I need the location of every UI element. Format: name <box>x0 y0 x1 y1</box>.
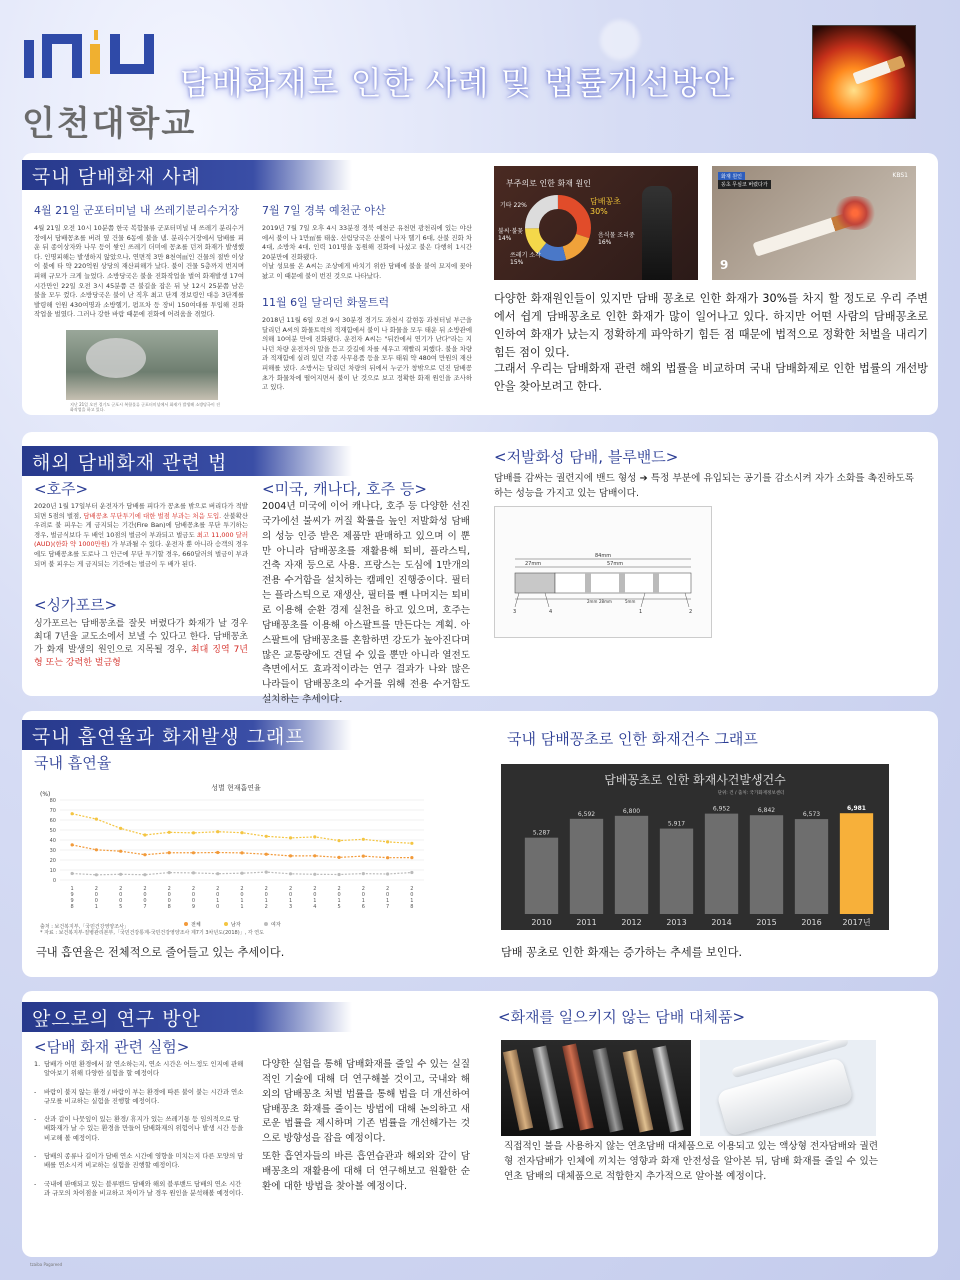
news-screenshot-fire-causes <box>494 166 698 280</box>
x-tick-label: 2 0 0 7 <box>143 886 147 910</box>
data-point <box>71 812 74 815</box>
bar-value-label: 6,842 <box>757 807 776 815</box>
burning-cigarette-photo <box>812 25 916 119</box>
bar <box>525 838 558 914</box>
x-tick-label: 2 0 1 6 <box>361 886 365 910</box>
case1-heading: 4월 21일 군포터미널 내 쓰레기분리수거장 <box>34 204 239 217</box>
bar <box>840 813 873 914</box>
x-tick-label: 2016 <box>801 918 822 927</box>
low-ignition-body: 담배를 감싸는 궐련지에 밴드 형성 ➔ 특정 부분에 유입되는 공기를 감소시켜 자가 소화를 촉진하도록 하는 성능을 가지고 있는 담배이다. <box>494 473 914 499</box>
data-point <box>362 838 365 841</box>
x-tick-label: 2011 <box>576 918 597 927</box>
bar <box>750 815 783 914</box>
series-line <box>72 814 412 844</box>
x-tick-label: 2 0 1 0 <box>216 886 220 910</box>
data-point <box>216 830 219 833</box>
bar <box>705 814 738 914</box>
x-tick-label: 1 9 9 8 <box>70 886 74 910</box>
case2-heading: 7월 7일 경북 예천군 야산 <box>262 204 386 217</box>
data-point <box>216 851 219 854</box>
x-tick-label: 2014 <box>711 918 732 927</box>
data-point <box>337 873 340 876</box>
summary-text: 다양한 화재원인들이 있지만 담배 꽁초로 인한 화재가 30%를 차지 할 정도로 우리 주변에서 쉽게 담배꽁초로 인한 화재가 많이 일어나고 있다. 하지만 어떤 사람의 담배꽁초로 인하여 화재가 났는지 정확하게 파악하기 힘든 점 때문에 법적으로 정확한 처벌을 내리기 힘든 점이 있다. <box>494 292 928 359</box>
au-text: 가 부과될 수 있다. 운전자 뿐 아니라 승객의 경우에도 담배꽁초를 도로나 그 인근에 무단 투기할 경우, 660달러의 벌금이 부과되며 불 피우는 게 금지되는 기간에는 벌금이 두 배가 된다. <box>34 540 249 568</box>
university-name: 인천대학교 <box>22 104 197 144</box>
line-chart-svg <box>36 776 436 936</box>
data-point <box>240 872 243 875</box>
data-point <box>337 856 340 859</box>
smoking-caption: 극내 흡연율은 전체적으로 줄어들고 있는 추세이다. <box>36 946 285 959</box>
y-axis-label: (%) <box>40 791 51 798</box>
header <box>0 0 960 150</box>
smoking-rate-chart <box>36 776 436 936</box>
section-title: 해외 담배화재 관련 법 <box>22 446 352 476</box>
data-point <box>265 871 268 874</box>
data-point <box>289 854 292 857</box>
y-tick-label: 40 <box>49 838 56 844</box>
pie-label: 담배꽁초 30% <box>590 197 621 216</box>
data-point <box>192 871 195 874</box>
data-point <box>410 871 413 874</box>
data-point <box>362 855 365 858</box>
e-cigarette-photo <box>501 1040 691 1136</box>
list-item: 1. 담배가 어떤 환경에서 잘 연소하는지, 연소 시간은 어느정도 인지에 관해 알아보기 위해 다양한 실험을 할 예정이다 <box>34 1060 244 1079</box>
singapore-heading: <싱가포르> <box>34 596 118 614</box>
chart-title: 담배꽁초로 인한 화재사건발생건수 <box>604 773 786 787</box>
case2-body2: 이날 성묘를 온 A씨는 조상에게 바치기 위한 담배에 불을 붙여 묘지에 꽂아 놨고 이 때문에 불이 번진 것으로 나타났다. <box>262 262 472 280</box>
part-number: 2 <box>689 609 693 615</box>
section-title: 국내 흡연율과 화재발생 그래프 <box>22 720 352 750</box>
data-point <box>313 835 316 838</box>
x-tick-label: 2010 <box>531 918 552 927</box>
x-tick-label: 2012 <box>621 918 642 927</box>
pie-label: 음식물 조리중 16% <box>598 232 635 246</box>
y-tick-label: 30 <box>49 848 56 854</box>
data-point <box>386 840 389 843</box>
fire-caption: 담배 꽁초로 인한 화재는 증가하는 추세를 보인다. <box>501 946 743 959</box>
bar-chart-svg <box>501 764 889 930</box>
x-tick-label: 2 0 1 4 <box>313 886 317 910</box>
bar <box>570 819 603 914</box>
data-point <box>119 873 122 876</box>
data-point <box>289 872 292 875</box>
experiment-heading: <담배 화재 관련 실험> <box>34 1038 190 1056</box>
part-number: 1 <box>639 609 643 615</box>
data-point <box>192 831 195 834</box>
data-point <box>386 872 389 875</box>
news-tag: 화재 원인 <box>718 172 745 181</box>
x-tick-label: 2 0 1 2 <box>264 886 268 910</box>
section-title: 국내 담배화재 사례 <box>22 160 352 190</box>
fire-count-chart <box>501 764 889 930</box>
data-point <box>265 835 268 838</box>
bar-value-label: 5,917 <box>667 820 686 828</box>
alternative-body: 직접적인 불을 사용하지 않는 연초담배 대체품으로 이용되고 있는 액상형 전자담배와 궐련형 전자담배가 인체에 끼치는 영향과 화재 안전성을 알아본 뒤, 담배 화재를 줄일 수 있는 연초 담배의 대체품으로 적합한지 추가적으로 알아볼 예정이다. <box>504 1141 878 1182</box>
station-logo: KBS1 <box>892 172 908 179</box>
au-text-highlight: 최고 11,000 달러(AUD)(한화 약 1000만원) <box>34 530 248 549</box>
data-point <box>95 873 98 876</box>
dim-label: 84mm <box>595 553 612 559</box>
pie-label: 불씨·불꽃 14% <box>498 228 524 242</box>
photo-caption: 지난 21일 오전 경기도 군포시 복합물류 군포터미널에서 화재가 발생해 소방당국이 진화작업을 하고 있다. <box>70 402 220 413</box>
x-tick-label: 2 0 1 5 <box>337 886 341 910</box>
y-tick-label: 70 <box>49 808 56 814</box>
dim-label: 27mm <box>525 561 542 567</box>
data-point <box>265 853 268 856</box>
case1-body: 4월 21일 오전 10시 10분쯤 한국 복합물류 군포터미널 내 쓰레기 분리수거장에서 담배꽁초를 버려 옆 건물 6동에 불을 냄. 분리수거장에서 담배를 피운 뒤 종이상자와 나무 등이 쌓인 쓰레기 더미에 꽁초를 던져 화재가 발생했다. 인명피해는 발생하지 않았으나, 연면적 3만 8천여㎡인 건물의 절반 이상이 불에 타 약 220억원 상당의 재산피해가 났다. 불이 건물 5층까지 번지며 피해 규모가 크게 늘었다. 소방당국은 불을 진화작업을 벌여 화재발생 17여시간만인 22일 오전 3시 45분쯤 큰 불길을 잡은 뒤 낮 12시 25분쯤 남은 불을 모두 껐다. 소방당국은 불이 난 직후 최고 단계 경보령인 대응 3단계를 발령해 인원 430여명과 소방헬기, 펌프차 등 장비 150여대를 투입해 진화작업을 벌였다. 그러나 강한 바람 때문에 진화에 어려움을 겪었다. <box>34 224 244 319</box>
data-point <box>95 848 98 851</box>
low-ignition-heading: <저발화성 담배, 블루밴드> <box>494 448 679 466</box>
data-point <box>143 873 146 876</box>
y-tick-label: 20 <box>49 858 56 864</box>
au-text-highlight: 담배꽁초 무단투기에 대한 벌점 부과는 처음 도입. <box>83 511 222 520</box>
sg-text: 싱가포르는 담배꽁초를 잘못 버렸다가 화재가 날 경우 최대 7년을 교도소에서 보낼 수 있다고 한다. 담배꽁초가 화재 발생의 원인으로 지목될 경우, <box>34 619 248 656</box>
bar <box>795 819 828 914</box>
x-tick-label: 2 0 1 3 <box>288 886 293 910</box>
fire-count-heading: 국내 담배꽁초로 인한 화재건수 그래프 <box>507 730 758 748</box>
data-point <box>313 873 316 876</box>
news-tag: 꽁초 무심코 버렸다가 <box>718 180 771 189</box>
data-point <box>289 836 292 839</box>
us-body: 2004년 미국에 이어 캐나다, 호주 등 다양한 선진국가에선 불씨가 꺼질 확률을 높인 저발화성 담배의 성능 인증 받은 제품만 판매하고 있으며 이 뿐만 아니라 담배꽁초를 재활용해 퇴비, 플라스틱, 건축 자재 등으로 사용. 프랑스는 도심에 1만개의 전용 수거함을 설치하는 캠페인 진행중이다. 필터는 플라스틱으로 재생산, 필터를 뺀 나머지는 퇴비로 이용해 순환 경제 실천을 하고 있으며, 호주는 담배꽁초를 이용해 아스팔트를 만든다는 계획. 아스팔트에 담배꽁초를 혼합하면 강도가 높아진다며 많은 교통량에도 견딜 수 있을 뿐만 아니라 열전도 측면에서도 효과적이라는 연구 결과가 나와 많은 나라들이 담배꽁초의 수거를 위해 전용 수거함도 설치하는 추세이다. <box>262 501 470 706</box>
pie-label: 기타 22% <box>500 202 527 209</box>
data-point <box>95 818 98 821</box>
bar-value-label: 6,952 <box>712 805 731 813</box>
pie-label: 쓰레기 소각 15% <box>510 252 541 266</box>
cigarette-diagram <box>494 506 712 638</box>
chart-source: 출처 : 보건복지부,「국민건강영양조사」 <box>40 924 129 930</box>
list-item: - 산과 같이 나뭇잎이 있는 환경/ 휴지가 있는 쓰레기통 등 임의적으로 담배화재가 날 수 있는 환경을 만들어 담배화재의 위험이나 발생 시간 등을 비교해 볼 예정이다. <box>34 1115 244 1143</box>
y-tick-label: 80 <box>49 798 56 804</box>
data-point <box>71 843 74 846</box>
bar-value-label: 5,287 <box>532 829 551 837</box>
data-point <box>192 851 195 854</box>
list-item: - 국내에 판매되고 있는 블루밴드 담배와 해외 블루밴드 담배의 연소 시간과 규모의 차이점을 비교하고 차이가 날 경우 원인을 분석해볼 예정이다. <box>34 1180 244 1199</box>
data-point <box>410 842 413 845</box>
data-point <box>216 872 219 875</box>
x-tick-label: 2 0 1 7 <box>386 886 390 910</box>
chart-source2: * 자료 : 보건복지부·질병관리본부,「국민건강통계-국민건강영양조사 제7기 3차년도(2018)」, 각 연도 <box>40 930 264 936</box>
research-direction: 다양한 실험을 통해 담배화재를 줄일 수 있는 실질적인 기술에 대해 더 연구해볼 것이고, 국내와 해외의 담배꽁초 처벌 법률을 통해 법을 더 개선하여 담배꽁초 화재를 줄이는 방법에 대해 논의하고 새로운 법률을 제시하며 기존 법률을 개선해가는 것으로 방향성을 잡을 예정이다. <box>262 1059 470 1145</box>
data-point <box>168 871 171 874</box>
bar <box>660 829 693 914</box>
x-tick-label: 2 0 0 8 <box>167 886 171 910</box>
x-tick-label: 2 0 0 5 <box>119 886 123 910</box>
experiment-list <box>34 1060 244 1207</box>
poster-title: 담배화재로 인한 사례 및 법률개선방안 <box>180 64 736 102</box>
dim-label: 57mm <box>607 561 624 567</box>
x-tick-label: 2017년 <box>842 918 871 927</box>
data-point <box>168 831 171 834</box>
x-tick-label: 2 0 0 9 <box>191 886 196 910</box>
cigarette-diagram-icon <box>495 507 711 637</box>
news-screenshot-cigarette-butt <box>712 166 916 280</box>
case3-heading: 11월 6일 달리던 화물트럭 <box>262 296 390 309</box>
us-heading: <미국, 캐나다, 호주 등> <box>262 480 427 498</box>
dim-label: 2mm <box>587 599 598 604</box>
footer-credit: tzaiba Pagareed <box>30 1262 63 1267</box>
y-tick-label: 50 <box>49 828 56 834</box>
bar-value-label: 6,981 <box>847 805 866 813</box>
list-item: - 바람이 불지 않는 환경 / 바람이 부는 환경에 따른 불이 붙는 시간과 연소 규모를 비교하는 실험을 진행할 예정이다. <box>34 1088 244 1107</box>
data-point <box>119 850 122 853</box>
au-text: 2020년 1월 17일부터 운전자가 담배를 피다가 꽁초를 밖으로 버리다가 적발되면 5점의 벌점, <box>34 502 248 520</box>
legend-label: 전체 <box>191 922 201 928</box>
alternative-heading: <화재를 일으키지 않는 담배 대체품> <box>498 1008 746 1026</box>
legend-label: 여자 <box>271 922 281 928</box>
heated-tobacco-device-photo <box>700 1040 876 1136</box>
part-number: 3 <box>513 609 517 615</box>
chart-title: 성별 현재흡연율 <box>211 784 261 792</box>
bar <box>615 816 648 914</box>
data-point <box>386 856 389 859</box>
inu-logo-icon <box>22 30 162 80</box>
legend-label: 남자 <box>231 922 241 928</box>
part-number: 4 <box>549 609 553 615</box>
list-item: - 담배의 종류나 길이가 담배 연소 시간에 영향을 미치는지 다른 모양의 담배를 연소시켜 비교하는 실험을 진행할 예정이다. <box>34 1152 244 1171</box>
research-direction2: 또한 흡연자들의 바른 흡연습관과 해외와 같이 담배꽁초의 재활용에 대해 더 연구해보고 원활한 순환에 대한 방법을 찾아볼 예정이다. <box>262 1151 470 1192</box>
fire-smoke-photo <box>66 330 218 400</box>
sg-text-highlight: 최대 징역 7년형 또는 강력한 벌금형 <box>34 645 248 669</box>
data-point <box>313 854 316 857</box>
data-point <box>362 872 365 875</box>
x-tick-label: 2013 <box>666 918 687 927</box>
data-point <box>168 851 171 854</box>
data-point <box>240 831 243 834</box>
chart-subtitle: 단위: 건 / 출처: 국가화재정보센터 <box>717 791 785 796</box>
channel-badge: 9 <box>720 258 729 272</box>
bar-value-label: 6,573 <box>802 811 821 819</box>
x-tick-label: 2 0 1 8 <box>410 886 414 910</box>
australia-heading: <호주> <box>34 480 89 498</box>
x-tick-label: 2 0 0 1 <box>94 886 98 910</box>
dim-label: 28mm <box>599 599 612 604</box>
summary-text2: 그래서 우리는 담배화재 관련 해외 법률을 비교하며 국내 담배화제로 인한 법률의 개선방안을 찾아보려고 한다. <box>494 362 928 393</box>
section-title: 앞으로의 연구 방안 <box>22 1002 352 1032</box>
y-tick-label: 0 <box>52 878 56 884</box>
data-point <box>337 839 340 842</box>
dim-label: 5mm <box>625 599 636 604</box>
y-tick-label: 60 <box>49 818 56 824</box>
x-tick-label: 2015 <box>756 918 777 927</box>
case3-body: 2018년 11월 6일 오전 9시 30분경 경기도 과천시 갈현동 과천터널 부근을 달리던 A씨의 화물트럭의 적재함에서 불이 나 화물을 모두 태운 뒤 소방관에 의해 10여분 만에 진화됐다. 운전자 A씨는 "뒤칸에서 연기가 난다"라는 지나던 차량 운전자의 말을 듣고 갓길에 차를 세우고 재빨리 피했다. 불을 차량과 적재함에 실려 있던 각종 사무용품 등을 모두 태워 약 480여 만원의 재산피해를 냈다. 소방서는 달리던 차량의 뒤에서 누군가 창밖으로 던진 담배꽁초가 화물차에 떨어지면서 불이 난 것으로 보고 정확한 화재 원인을 조사하고 있다. <box>262 316 472 392</box>
data-point <box>119 827 122 830</box>
data-point <box>143 853 146 856</box>
smoking-rate-heading: 국내 흡연율 <box>34 754 112 772</box>
data-point <box>71 872 74 875</box>
case2-body: 2019년 7월 7일 오후 4시 33분경 경북 예천군 유천면 광천리에 있는 야산에서 불이 나 1만㎡를 태움. 산림당국은 산불이 나자 헬기 6대, 산불 진화 차 4대, 소방차 4대, 인력 101명을 동원해 진화에 나섰고 불은 다행히 1시간 20분만에 진화됐다. <box>262 224 472 261</box>
news-headline: 부주의로 인한 화재 원인 <box>506 179 591 188</box>
data-point <box>143 833 146 836</box>
data-point <box>410 856 413 859</box>
bar-value-label: 6,592 <box>577 810 596 818</box>
x-tick-label: 2 0 1 1 <box>240 886 244 910</box>
anchor-person <box>642 186 672 280</box>
bar-value-label: 6,800 <box>622 807 641 815</box>
au-text: 산불확산 우려로 불 피우는 게 금지되는 기간(Fire Ban)에 담배꽁초를 무단 투기하는 경우, 벌금식보다 두 배인 10점의 벌금이 부과되고 벌금도 <box>34 511 248 539</box>
y-tick-label: 10 <box>49 868 56 874</box>
data-point <box>240 851 243 854</box>
